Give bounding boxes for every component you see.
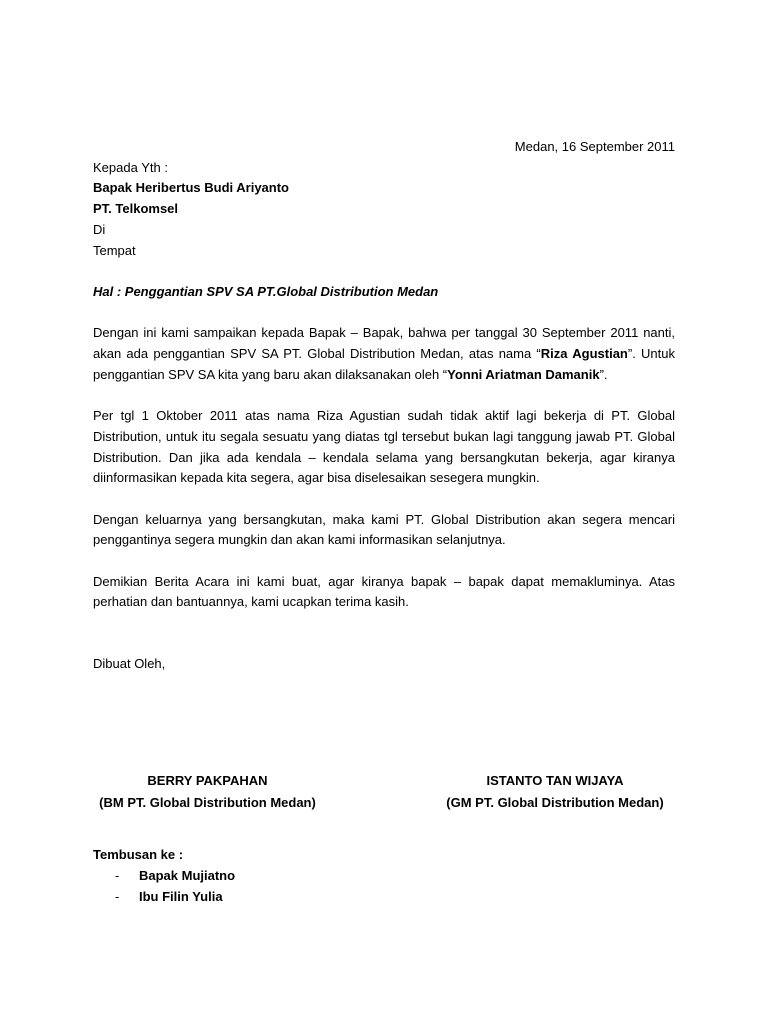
signature-right [440, 770, 670, 814]
signatory-left-title: (BM PT. Global Distribution Medan) [99, 795, 316, 810]
cc-section [93, 844, 235, 907]
paragraph-1-bold-name-a: Riza Agustian [540, 346, 628, 361]
cc-name: Ibu Filin Yulia [139, 889, 223, 904]
recipient-name: Bapak Heribertus Budi Ariyanto [93, 180, 290, 196]
cc-name: Bapak Mujiatno [139, 868, 236, 883]
cc-list-item [93, 865, 235, 886]
signatory-right-title: (GM PT. Global Distribution Medan) [446, 795, 664, 810]
place-date: Medan, 16 September 2011 [514, 139, 675, 154]
cc-bullet-dash: - [115, 868, 120, 883]
cc-list [93, 865, 235, 907]
cc-label: Tembusan ke : [93, 847, 184, 862]
subject-line: Hal : Penggantian SPV SA PT.Global Distribution Medan [93, 283, 439, 299]
recipient-place: Tempat [93, 242, 136, 258]
cc-bullet-dash: - [115, 889, 120, 904]
recipient-salutation: Kepada Yth : [93, 159, 168, 175]
recipient-company: PT. Telkomsel [93, 201, 179, 217]
cc-list-item [93, 886, 235, 907]
paragraph-1-bold-name-b: Yonni Ariatman Damanik [447, 366, 600, 382]
signatory-left-name: BERRY PAKPAHAN [147, 773, 268, 788]
signatory-right-name: ISTANTO TAN WIJAYA [486, 773, 624, 788]
letter-body [93, 137, 675, 675]
paragraph-1 [93, 323, 675, 385]
paragraph-1-text-b: ”. Untuk penggantian SPV SA kita yang baru akan dilaksanakan oleh “ [93, 346, 676, 382]
paragraph-3: Dengan keluarnya yang bersangkutan, maka kami PT. Global Distribution akan segera mencari penggantinya segera mungkin dan akan kami informasikan selanjutnya. [93, 511, 675, 548]
signature-left [93, 770, 322, 814]
paragraph-2: Per tgl 1 Oktober 2011 atas nama Riza Agustian sudah tidak aktif lagi bekerja di PT. Global Distribution, untuk itu segala sesuatu yang diatas tgl tersebut bukan lagi tanggung jawab PT. Global Distribution. Dan jika ada kendala – kendala selama yang bersangkutan bekerja, agar kiranya diinformasikan kepada kita segera, agar bisa diselesaikan sesegera mungkin. [93, 408, 675, 486]
paragraph-1-text-a: Dengan ini kami sampaikan kepada Bapak – Bapak, bahwa per tanggal 30 September 2011 nanti, akan ada penggantian SPV SA PT. Global Distribution Medan, atas nama “ [93, 325, 675, 361]
paragraph-4: Demikian Berita Acara ini kami buat, agar kiranya bapak – bapak dapat memakluminya. Atas perhatian dan bantuannya, kami ucapkan terima kasih. [93, 573, 675, 610]
closing-line: Dibuat Oleh, [93, 656, 166, 672]
paragraph-1-text-c: ”. [599, 366, 608, 382]
recipient-at: Di [93, 221, 106, 237]
